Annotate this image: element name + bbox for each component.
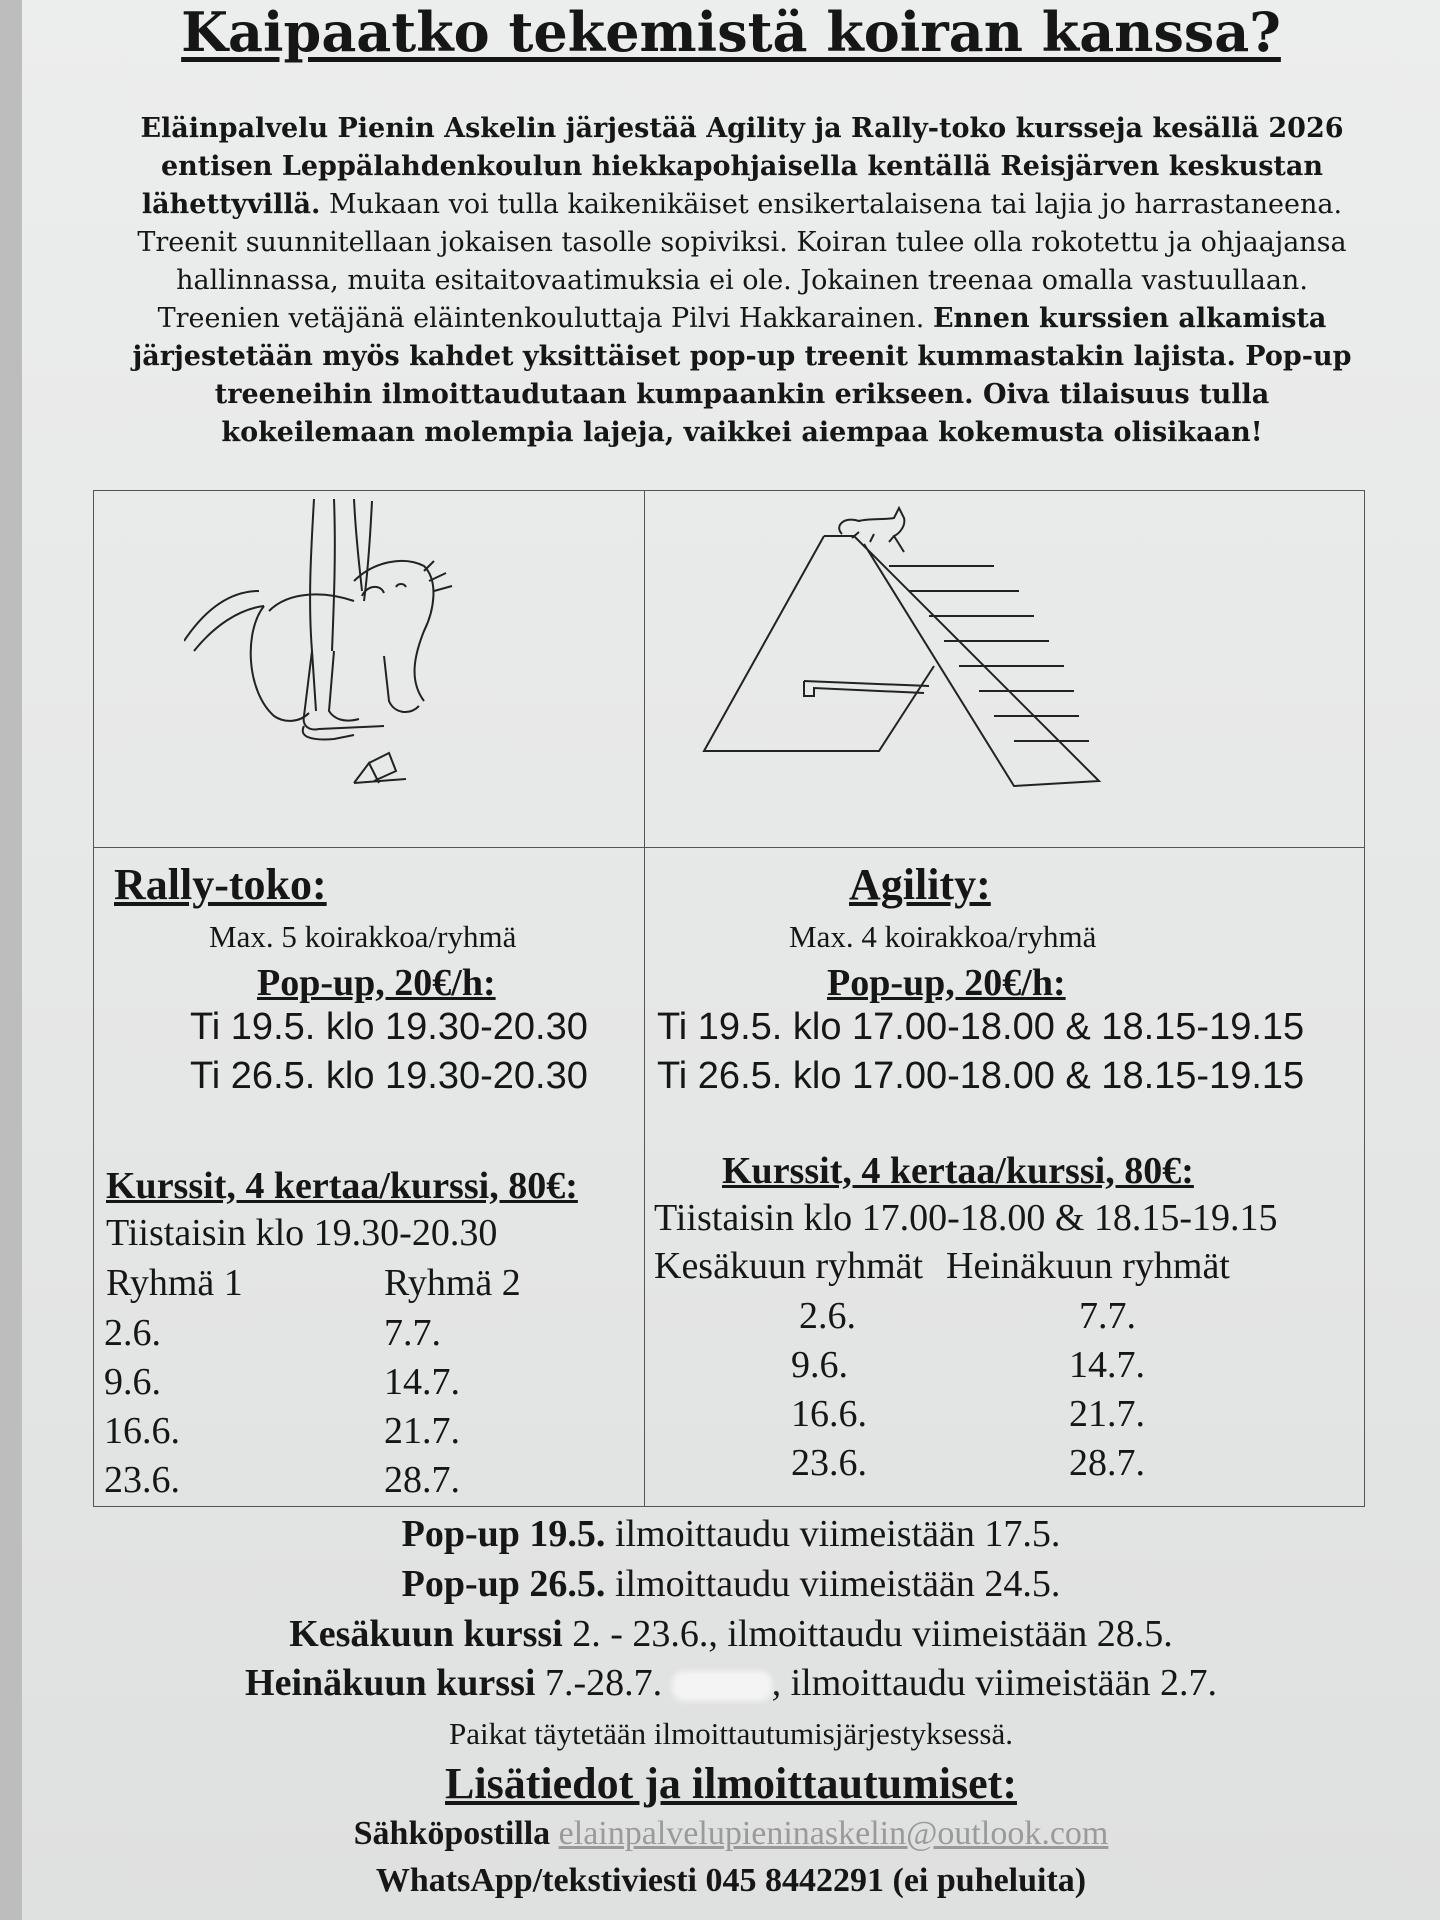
- contact-heading: Lisätiedot ja ilmoittautumiset:: [445, 1759, 1017, 1808]
- agility-g2-date-3: 21.7.: [1069, 1393, 1145, 1435]
- intro-normal: Mukaan voi tulla kaikenikäiset ensikertalaisena tai lajia jo harrastaneena. Treenit suunnitellaan jokaisen tasolle sopiviksi. Koiran tulee olla rokotettu ja ohjaajansa hallinnassa, muita esitaitovaatimuksia ei ole. Jokainen treenaa omalla vastuullaan. Treenien vetäjänä eläintenkouluttaja Pilvi Hakkarainen.: [137, 189, 1347, 334]
- intro-paragraph: [127, 110, 1357, 452]
- rally-g1-date-2: 9.6.: [104, 1361, 161, 1403]
- info-grid: [93, 490, 1365, 1507]
- rally-g2-date-4: 28.7.: [384, 1459, 460, 1501]
- deadline-2-rest: ilmoittaudu viimeistään 24.5.: [605, 1563, 1061, 1605]
- rally-group2-label: Ryhmä 2: [384, 1262, 521, 1304]
- rally-g1-date-1: 2.6.: [104, 1312, 161, 1354]
- deadline-1-rest: ilmoittaudu viimeistään 17.5.: [605, 1513, 1061, 1555]
- rally-g2-date-3: 21.7.: [384, 1410, 460, 1452]
- grid-divider-vertical: [644, 491, 645, 1506]
- agility-g2-date-2: 14.7.: [1069, 1344, 1145, 1386]
- rally-heading: Rally-toko:: [114, 860, 327, 909]
- agility-g1-date-1: 2.6.: [799, 1295, 856, 1337]
- agility-popup-heading: Pop-up, 20€/h:: [827, 962, 1066, 1004]
- flyer-paper: [22, 0, 1440, 1920]
- rally-max: Max. 5 koirakkoa/ryhmä: [209, 919, 517, 954]
- deadline-line-3: [22, 1612, 1440, 1656]
- deadline-2-bold: Pop-up 26.5.: [401, 1563, 606, 1605]
- deadline-note: Paikat täytetään ilmoittautumisjärjestyksessä.: [449, 1716, 1013, 1751]
- agility-group1-label: Kesäkuun ryhmät: [654, 1245, 924, 1287]
- rally-popup-time-2: Ti 26.5. klo 19.30-20.30: [190, 1055, 588, 1097]
- deadline-3-rest: 2. - 23.6., ilmoittaudu viimeistään 28.5.: [562, 1613, 1173, 1655]
- intro-bold-2: Ennen kurssien alkamista järjestetään myös kahdet yksittäiset pop-up treenit kummastakin lajista. Pop-up treeneihin ilmoittaudutaan kumpaankin erikseen. Oiva tilaisuus tulla kokeilemaan molempia lajeja, vaikkei aiempaa kokemusta olisikaan!: [132, 303, 1352, 448]
- deadline-line-1: [22, 1512, 1440, 1556]
- rally-popup-heading: Pop-up, 20€/h:: [257, 962, 496, 1004]
- deadline-1-bold: Pop-up 19.5.: [401, 1513, 606, 1555]
- agility-popup-time-2: Ti 26.5. klo 17.00-18.00 & 18.15-19.15: [657, 1055, 1305, 1097]
- rally-course-time: Tiistaisin klo 19.30-20.30: [106, 1212, 498, 1254]
- deadline-3-bold: Kesäkuun kurssi: [289, 1613, 563, 1655]
- deadline-line-4: [22, 1661, 1440, 1705]
- deadline-4-rest-b: , ilmoittaudu viimeistään 2.7.: [771, 1662, 1217, 1704]
- rally-g1-date-3: 16.6.: [104, 1410, 180, 1452]
- contact-email-label: Sähköpostilla: [353, 1815, 551, 1852]
- rally-g1-date-4: 23.6.: [104, 1459, 180, 1501]
- deadline-line-2: [22, 1562, 1440, 1606]
- rally-g2-date-2: 14.7.: [384, 1361, 460, 1403]
- agility-g2-date-1: 7.7.: [1079, 1295, 1136, 1337]
- agility-max: Max. 4 koirakkoa/ryhmä: [789, 919, 1097, 954]
- deadline-4-bold: Heinäkuun kurssi: [245, 1662, 536, 1704]
- deadline-4-rest-a: 7.-28.7.: [535, 1662, 672, 1704]
- agility-heading: Agility:: [849, 860, 991, 909]
- rally-course-heading: Kurssit, 4 kertaa/kurssi, 80€:: [106, 1165, 578, 1207]
- agility-group2-label: Heinäkuun ryhmät: [946, 1245, 1230, 1287]
- agility-g1-date-4: 23.6.: [791, 1442, 867, 1484]
- redacted-blur: [672, 1671, 772, 1701]
- agility-popup-time-1: Ti 19.5. klo 17.00-18.00 & 18.15-19.15: [657, 1006, 1305, 1048]
- rally-popup-time-1: Ti 19.5. klo 19.30-20.30: [190, 1006, 588, 1048]
- rally-dog-illustration: [184, 491, 544, 811]
- flyer-title: Kaipaatko tekemistä koiran kanssa?: [181, 0, 1281, 64]
- rally-group1-label: Ryhmä 1: [106, 1262, 243, 1304]
- agility-g2-date-4: 28.7.: [1069, 1442, 1145, 1484]
- intro-bold-1: Eläinpalvelu Pienin Askelin järjestää Agility ja Rally-toko kursseja kesällä 2026 entisen Leppälahdenkoulun hiekkapohjaisella kentällä Reisjärven keskustan lähettyvillä.: [140, 113, 1344, 220]
- agility-course-time: Tiistaisin klo 17.00-18.00 & 18.15-19.15: [654, 1197, 1278, 1239]
- contact-whatsapp: WhatsApp/tekstiviesti 045 8442291 (ei puheluita): [375, 1862, 1087, 1899]
- agility-g1-date-3: 16.6.: [791, 1393, 867, 1435]
- contact-email-line: [22, 1815, 1440, 1853]
- grid-divider-horizontal: [94, 847, 1364, 848]
- rally-g2-date-1: 7.7.: [384, 1312, 441, 1354]
- contact-email-link[interactable]: elainpalvelupieninaskelin@outlook.com: [558, 1815, 1109, 1852]
- agility-aframe-illustration: [694, 496, 1194, 796]
- agility-g1-date-2: 9.6.: [791, 1344, 848, 1386]
- agility-course-heading: Kurssit, 4 kertaa/kurssi, 80€:: [722, 1150, 1194, 1192]
